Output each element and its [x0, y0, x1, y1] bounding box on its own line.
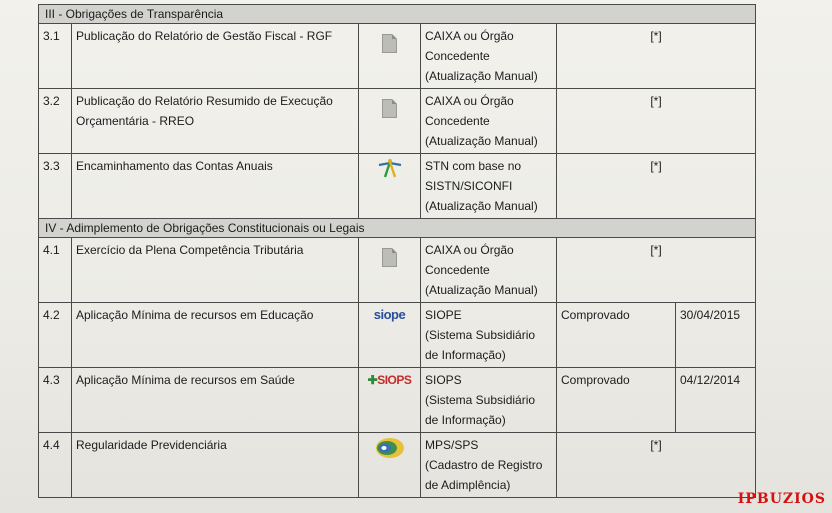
table-row	[39, 238, 756, 303]
row-description: Exercício da Plena Competência Tributária	[72, 238, 359, 303]
row-description: Encaminhamento das Contas Anuais	[72, 154, 359, 219]
table-row	[39, 24, 756, 89]
row-number: 4.3	[39, 368, 72, 433]
row-status: [*]	[557, 433, 756, 498]
row-status: Comprovado	[557, 303, 676, 368]
row-number: 4.4	[39, 433, 72, 498]
row-status: Comprovado	[557, 368, 676, 433]
row-status: [*]	[557, 238, 756, 303]
document-icon	[382, 99, 397, 118]
row-description: Aplicação Mínima de recursos em Saúde	[72, 368, 359, 433]
row-description: Publicação do Relatório de Gestão Fiscal - RGF	[72, 24, 359, 89]
row-organ: MPS/SPS (Cadastro de Registro de Adimplência)	[421, 433, 557, 498]
row-description: Publicação do Relatório Resumido de Execução Orçamentária - RREO	[72, 89, 359, 154]
siops-logo-icon: ✚SIOPS	[367, 373, 412, 387]
document-icon	[382, 34, 397, 53]
row-status: [*]	[557, 89, 756, 154]
mps-logo-icon	[374, 435, 406, 461]
table-row	[39, 303, 756, 368]
row-date: 30/04/2015	[676, 303, 756, 368]
row-number: 3.1	[39, 24, 72, 89]
table-row	[39, 433, 756, 498]
table-row	[39, 368, 756, 433]
row-organ: CAIXA ou Órgão Concedente (Atualização Manual)	[421, 24, 557, 89]
row-status: [*]	[557, 154, 756, 219]
row-number: 3.2	[39, 89, 72, 154]
siope-logo-icon: siope	[373, 307, 406, 322]
stn-icon	[376, 156, 404, 180]
row-description: Aplicação Mínima de recursos em Educação	[72, 303, 359, 368]
section-title: III - Obrigações de Transparência	[39, 5, 756, 24]
table-row	[39, 89, 756, 154]
section-header-iv	[39, 219, 756, 238]
row-organ: CAIXA ou Órgão Concedente (Atualização Manual)	[421, 89, 557, 154]
row-date: 04/12/2014	[676, 368, 756, 433]
watermark-logo: IPBUZIOS	[737, 491, 826, 507]
row-organ: STN com base no SISTN/SICONFI (Atualização Manual)	[421, 154, 557, 219]
row-number: 3.3	[39, 154, 72, 219]
row-status: [*]	[557, 24, 756, 89]
obligations-table	[38, 4, 756, 498]
row-number: 4.1	[39, 238, 72, 303]
document-icon	[382, 248, 397, 267]
table-row	[39, 154, 756, 219]
row-description: Regularidade Previdenciária	[72, 433, 359, 498]
section-header-iii	[39, 5, 756, 24]
row-organ: CAIXA ou Órgão Concedente (Atualização Manual)	[421, 238, 557, 303]
row-organ: SIOPS (Sistema Subsidiário de Informação)	[421, 368, 557, 433]
row-organ: SIOPE (Sistema Subsidiário de Informação)	[421, 303, 557, 368]
row-number: 4.2	[39, 303, 72, 368]
section-title: IV - Adimplemento de Obrigações Constitucionais ou Legais	[39, 219, 756, 238]
